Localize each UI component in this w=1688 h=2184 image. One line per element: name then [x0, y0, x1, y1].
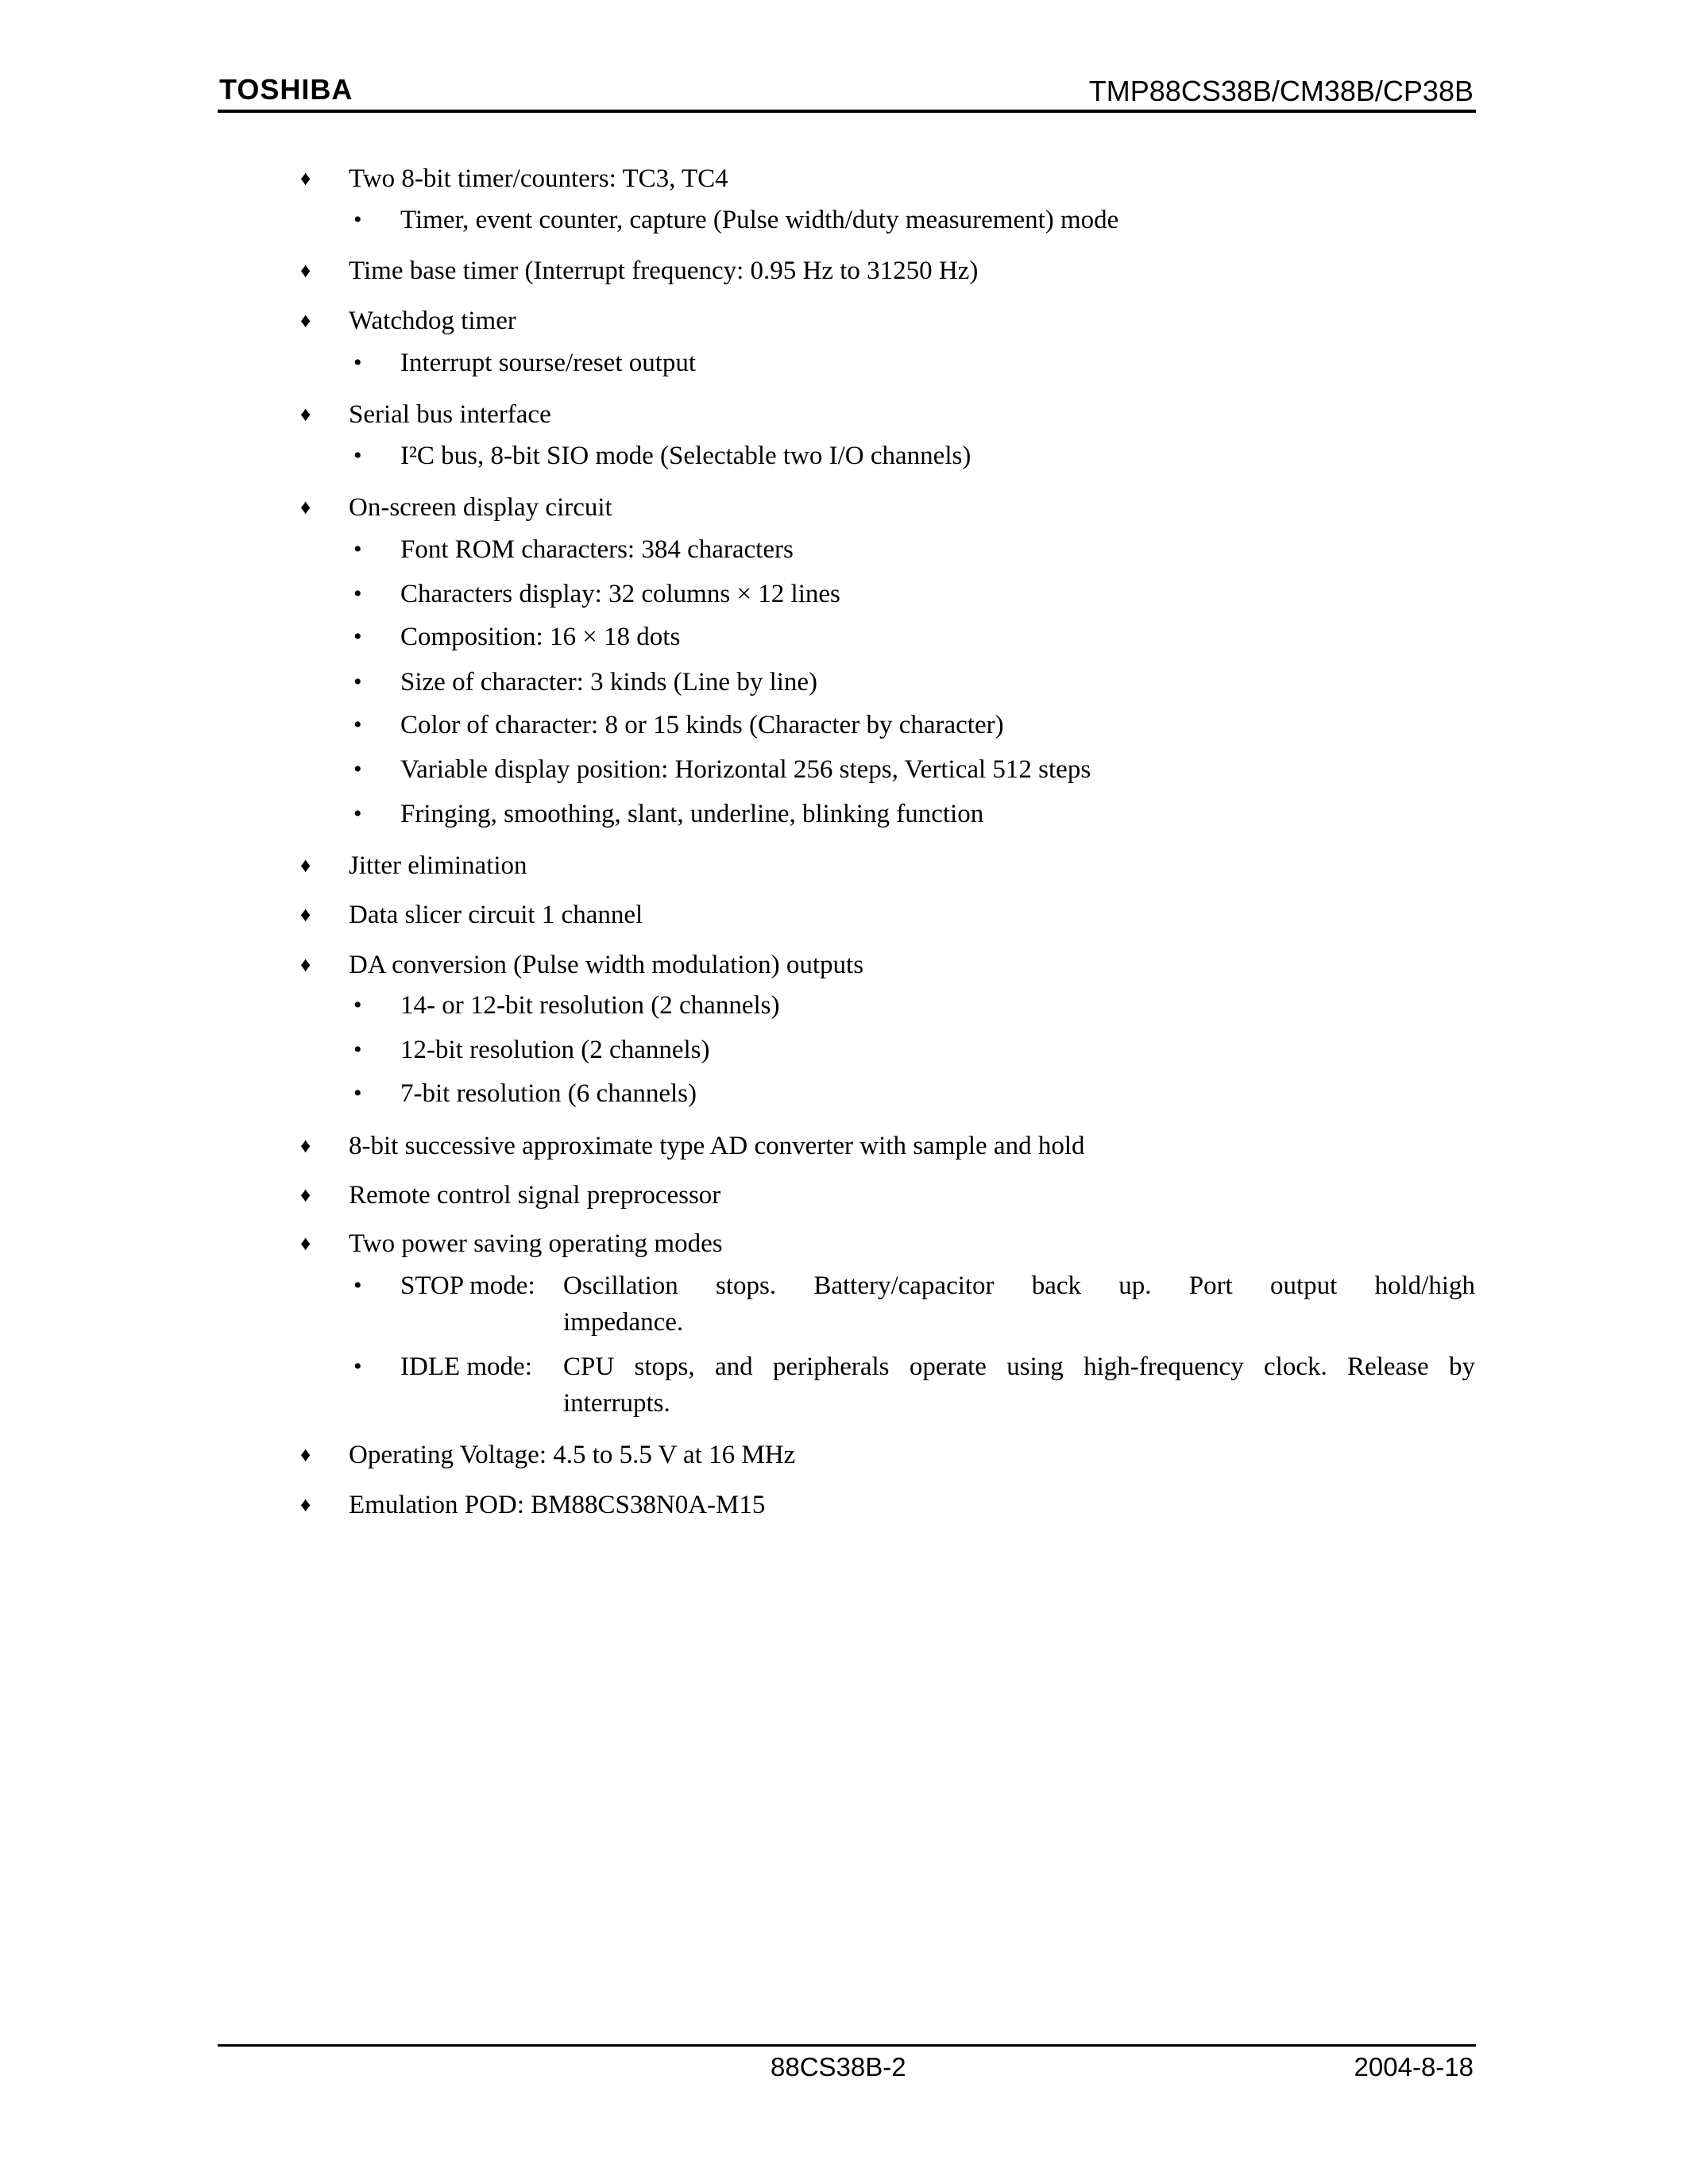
diamond-bullet-icon: ♦ — [300, 1183, 311, 1206]
sub-list-item: 7-bit resolution (6 channels) — [400, 1079, 697, 1108]
sub-list-item: Interrupt sourse/reset output — [400, 349, 697, 377]
bullet-icon: • — [353, 349, 362, 376]
list-item: 8-bit successive approximate type AD converter with sample and hold — [349, 1132, 1085, 1160]
list-item: On-screen display circuit — [349, 493, 612, 522]
mode-label: IDLE mode: — [400, 1352, 532, 1381]
bullet-icon: • — [353, 581, 362, 607]
sub-list-item: Size of character: 3 kinds (Line by line) — [400, 668, 818, 696]
page-number: 88CS38B-2 — [771, 2052, 906, 2082]
bullet-icon: • — [353, 712, 362, 738]
sub-list-item: Characters display: 32 columns × 12 lines — [400, 580, 840, 608]
bullet-icon: • — [353, 992, 362, 1018]
bullet-icon: • — [353, 1036, 362, 1063]
diamond-bullet-icon: ♦ — [300, 167, 311, 190]
diamond-bullet-icon: ♦ — [300, 1493, 311, 1516]
list-item: Time base timer (Interrupt frequency: 0.95 Hz to 31250 Hz) — [349, 257, 979, 285]
diamond-bullet-icon: ♦ — [300, 309, 311, 332]
diamond-bullet-icon: ♦ — [300, 903, 311, 926]
sub-list-item: Variable display position: Horizontal 256 steps, Vertical 512 steps — [400, 755, 1091, 784]
sub-list-item: Font ROM characters: 384 characters — [400, 535, 794, 564]
mode-description-continued: interrupts. — [563, 1389, 670, 1418]
footer-date: 2004-8-18 — [1354, 2052, 1474, 2082]
footer-divider — [218, 2044, 1476, 2047]
list-item: DA conversion (Pulse width modulation) outputs — [349, 951, 864, 979]
toshiba-logo: TOSHIBA — [219, 73, 353, 106]
bullet-icon: • — [353, 206, 362, 233]
bullet-icon: • — [353, 756, 362, 782]
bullet-icon: • — [353, 801, 362, 827]
diamond-bullet-icon: ♦ — [300, 403, 311, 426]
diamond-bullet-icon: ♦ — [300, 1134, 311, 1157]
sub-list-item: I²C bus, 8-bit SIO mode (Selectable two I/O channels) — [400, 442, 971, 470]
list-item: Serial bus interface — [349, 400, 551, 429]
sub-list-item: Color of character: 8 or 15 kinds (Character by character) — [400, 711, 1004, 739]
document-title: TMP88CS38B/CM38B/CP38B — [1088, 75, 1474, 107]
sub-list-item: 14- or 12-bit resolution (2 channels) — [400, 991, 780, 1020]
sub-list-item: 12-bit resolution (2 channels) — [400, 1036, 710, 1064]
list-item: Data slicer circuit 1 channel — [349, 901, 643, 929]
bullet-icon: • — [353, 536, 362, 562]
diamond-bullet-icon: ♦ — [300, 854, 311, 877]
diamond-bullet-icon: ♦ — [300, 953, 311, 976]
list-item: Remote control signal preprocessor — [349, 1181, 721, 1210]
bullet-icon: • — [353, 1353, 362, 1379]
bullet-icon: • — [353, 623, 362, 650]
mode-description: Oscillation stops. Battery/capacitor back up. Port output hold/high — [563, 1271, 1475, 1300]
sub-list-item: Timer, event counter, capture (Pulse width/duty measurement) mode — [400, 206, 1119, 234]
bullet-icon: • — [353, 669, 362, 695]
sub-list-item: Composition: 16 × 18 dots — [400, 623, 681, 651]
diamond-bullet-icon: ♦ — [300, 259, 311, 282]
list-item: Two 8-bit timer/counters: TC3, TC4 — [349, 164, 728, 193]
header-divider — [218, 110, 1476, 113]
mode-description: CPU stops, and peripherals operate using high-frequency clock. Release by — [563, 1352, 1475, 1381]
diamond-bullet-icon: ♦ — [300, 1443, 311, 1466]
list-item: Jitter elimination — [349, 851, 527, 880]
bullet-icon: • — [353, 442, 362, 469]
mode-description-continued: impedance. — [563, 1308, 684, 1337]
bullet-icon: • — [353, 1272, 362, 1298]
bullet-icon: • — [353, 1080, 362, 1106]
sub-list-item: Fringing, smoothing, slant, underline, blinking function — [400, 800, 984, 828]
list-item: Two power saving operating modes — [349, 1229, 723, 1258]
diamond-bullet-icon: ♦ — [300, 1232, 311, 1255]
mode-label: STOP mode: — [400, 1271, 535, 1300]
list-item: Emulation POD: BM88CS38N0A-M15 — [349, 1491, 766, 1519]
list-item: Operating Voltage: 4.5 to 5.5 V at 16 MHz — [349, 1441, 796, 1469]
diamond-bullet-icon: ♦ — [300, 496, 311, 519]
list-item: Watchdog timer — [349, 307, 516, 335]
